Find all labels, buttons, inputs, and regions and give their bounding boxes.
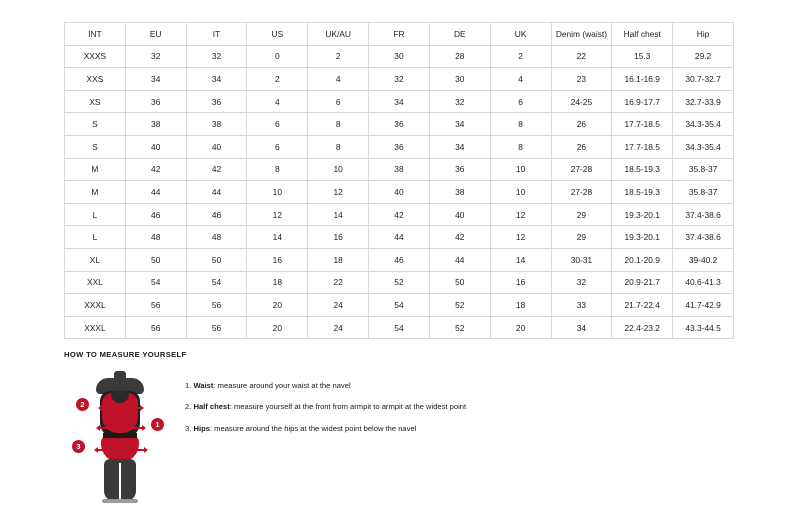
table-cell: 52 — [429, 316, 490, 339]
table-cell: 16.1-16.9 — [612, 68, 673, 91]
table-cell: 37.4-38.6 — [673, 203, 734, 226]
table-cell: 16.9-17.7 — [612, 90, 673, 113]
table-row — [65, 68, 734, 91]
table-row — [65, 248, 734, 271]
table-cell: 6 — [490, 90, 551, 113]
table-cell-size-label: L — [65, 203, 126, 226]
table-cell: 50 — [186, 248, 247, 271]
table-body — [65, 45, 734, 339]
measure-note-term: Hips — [193, 423, 210, 433]
table-cell: 18.5-19.3 — [612, 181, 673, 204]
table-cell: 48 — [186, 226, 247, 249]
table-cell: 4 — [308, 68, 369, 91]
table-cell: 10 — [247, 181, 308, 204]
table-cell: 12 — [308, 181, 369, 204]
table-row — [65, 316, 734, 339]
table-cell: 8 — [247, 158, 308, 181]
table-column-header: Hip — [673, 23, 734, 46]
table-cell: 34 — [125, 68, 186, 91]
table-cell: 35.8-37 — [673, 181, 734, 204]
table-cell: 36 — [429, 158, 490, 181]
table-cell: 34 — [186, 68, 247, 91]
mannequin-waistband — [103, 433, 137, 438]
table-cell: 36 — [125, 90, 186, 113]
table-cell: 23 — [551, 68, 612, 91]
table-cell: 29 — [551, 203, 612, 226]
table-cell: 38 — [186, 113, 247, 136]
table-cell: 18 — [247, 271, 308, 294]
measure-badge-2: 2 — [76, 398, 89, 411]
table-cell: 6 — [247, 113, 308, 136]
table-cell: 48 — [125, 226, 186, 249]
table-cell: 44 — [369, 226, 430, 249]
table-column-header: DE — [429, 23, 490, 46]
table-cell: 2 — [308, 45, 369, 68]
table-cell: 10 — [490, 158, 551, 181]
measure-badge-1: 1 — [151, 418, 164, 431]
table-row — [65, 226, 734, 249]
table-cell: 6 — [308, 90, 369, 113]
table-cell: 17.7-18.5 — [612, 135, 673, 158]
how-to-measure-body — [64, 369, 734, 504]
table-cell: 30 — [369, 45, 430, 68]
table-cell: 35.8-37 — [673, 158, 734, 181]
table-cell: 8 — [490, 135, 551, 158]
table-cell: 19.3-20.1 — [612, 226, 673, 249]
table-cell: 54 — [369, 294, 430, 317]
measure-note-number: 1. — [185, 381, 192, 390]
table-cell: 38 — [125, 113, 186, 136]
table-cell: 46 — [369, 248, 430, 271]
table-header-row — [65, 23, 734, 46]
table-cell: 22.4-23.2 — [612, 316, 673, 339]
table-cell: 34.3-35.4 — [673, 113, 734, 136]
hips-measure-arrow-icon — [98, 449, 144, 451]
table-cell: 30-31 — [551, 248, 612, 271]
table-row — [65, 45, 734, 68]
table-cell: 20 — [247, 294, 308, 317]
table-cell: 43.3-44.5 — [673, 316, 734, 339]
table-cell-size-label: XXL — [65, 271, 126, 294]
table-cell: 38 — [369, 158, 430, 181]
measure-note-text: : measure yourself at the front from armpit to armpit at the widest point — [229, 402, 467, 412]
table-cell: 36 — [186, 90, 247, 113]
table-cell: 39-40.2 — [673, 248, 734, 271]
table-cell: 24-25 — [551, 90, 612, 113]
table-cell: 10 — [308, 158, 369, 181]
table-cell: 37.4-38.6 — [673, 226, 734, 249]
how-to-measure-section — [64, 350, 734, 504]
table-row — [65, 90, 734, 113]
table-cell: 12 — [490, 203, 551, 226]
table-cell: 54 — [186, 271, 247, 294]
measure-note — [185, 381, 466, 391]
table-cell: 42 — [186, 158, 247, 181]
table-cell: 28 — [429, 45, 490, 68]
mannequin-neck — [114, 371, 126, 380]
table-cell: 38 — [429, 181, 490, 204]
table-cell: 12 — [247, 203, 308, 226]
table-cell-size-label: XXXS — [65, 45, 126, 68]
table-cell-size-label: XXS — [65, 68, 126, 91]
table-cell: 32 — [125, 45, 186, 68]
table-cell: 0 — [247, 45, 308, 68]
table-cell: 16 — [490, 271, 551, 294]
table-cell: 27-28 — [551, 158, 612, 181]
table-cell: 50 — [429, 271, 490, 294]
table-cell: 21.7-22.4 — [612, 294, 673, 317]
table-cell: 56 — [186, 294, 247, 317]
measure-note-text: : measure around the hips at the widest point below the navel — [209, 423, 417, 433]
table-cell: 29.2 — [673, 45, 734, 68]
table-cell: 32 — [551, 271, 612, 294]
table-cell: 22 — [551, 45, 612, 68]
mannequin-figure-icon — [86, 371, 154, 503]
table-cell: 41.7-42.9 — [673, 294, 734, 317]
table-cell: 54 — [125, 271, 186, 294]
measure-note-number: 2. — [185, 402, 192, 412]
table-cell: 30.7-32.7 — [673, 68, 734, 91]
table-cell: 32.7-33.9 — [673, 90, 734, 113]
table-cell: 42 — [429, 226, 490, 249]
table-cell: 15.3 — [612, 45, 673, 68]
table-cell: 22 — [308, 271, 369, 294]
table-cell: 2 — [247, 68, 308, 91]
table-cell: 42 — [125, 158, 186, 181]
table-row — [65, 271, 734, 294]
table-cell-size-label: XXXL — [65, 316, 126, 339]
table-cell: 14 — [247, 226, 308, 249]
table-cell-size-label: XXXL — [65, 294, 126, 317]
table-cell: 12 — [490, 226, 551, 249]
table-cell: 33 — [551, 294, 612, 317]
table-row — [65, 294, 734, 317]
measure-note — [185, 402, 466, 412]
table-header — [65, 23, 734, 46]
table-cell-size-label: XS — [65, 90, 126, 113]
table-cell: 40 — [429, 203, 490, 226]
table-cell: 44 — [125, 181, 186, 204]
table-cell: 24 — [308, 316, 369, 339]
table-cell: 20.9-21.7 — [612, 271, 673, 294]
table-cell: 18.5-19.3 — [612, 158, 673, 181]
table-column-header: UK — [490, 23, 551, 46]
table-cell: 20.1-20.9 — [612, 248, 673, 271]
table-cell: 36 — [369, 135, 430, 158]
table-column-header: EU — [125, 23, 186, 46]
half-chest-measure-arrow-icon — [102, 407, 140, 409]
table-cell: 50 — [125, 248, 186, 271]
table-row — [65, 181, 734, 204]
table-cell: 34 — [429, 113, 490, 136]
table-row — [65, 135, 734, 158]
table-cell: 44 — [186, 181, 247, 204]
table-cell: 6 — [247, 135, 308, 158]
table-cell: 40.6-41.3 — [673, 271, 734, 294]
table-cell: 8 — [308, 113, 369, 136]
measure-badge-3: 3 — [72, 440, 85, 453]
size-conversion-table — [64, 22, 734, 339]
table-cell: 14 — [490, 248, 551, 271]
table-cell: 8 — [308, 135, 369, 158]
size-table-container — [64, 22, 734, 339]
table-row — [65, 203, 734, 226]
table-column-header: UK/AU — [308, 23, 369, 46]
measure-notes-column — [185, 369, 466, 445]
measure-note — [185, 424, 466, 434]
table-column-header: IT — [186, 23, 247, 46]
table-cell: 32 — [186, 45, 247, 68]
table-column-header: INT — [65, 23, 126, 46]
table-cell: 14 — [308, 203, 369, 226]
mannequin-stand — [102, 499, 138, 503]
table-cell: 34.3-35.4 — [673, 135, 734, 158]
table-cell: 54 — [369, 316, 430, 339]
table-column-header: US — [247, 23, 308, 46]
table-cell-size-label: S — [65, 113, 126, 136]
table-cell: 56 — [125, 316, 186, 339]
table-row — [65, 113, 734, 136]
table-cell: 16 — [308, 226, 369, 249]
table-cell: 36 — [369, 113, 430, 136]
table-cell: 56 — [125, 294, 186, 317]
table-cell-size-label: L — [65, 226, 126, 249]
measure-note-term: Half chest — [193, 402, 230, 412]
table-cell: 32 — [369, 68, 430, 91]
measure-note-text: : measure around your waist at the navel — [213, 381, 351, 390]
waist-measure-arrow-icon — [100, 427, 142, 429]
table-cell: 56 — [186, 316, 247, 339]
table-cell: 29 — [551, 226, 612, 249]
table-cell: 42 — [369, 203, 430, 226]
measure-note-number: 3. — [185, 423, 192, 433]
table-cell: 34 — [551, 316, 612, 339]
table-cell: 18 — [490, 294, 551, 317]
table-cell: 32 — [429, 90, 490, 113]
table-cell-size-label: M — [65, 181, 126, 204]
table-column-header: Half chest — [612, 23, 673, 46]
table-cell-size-label: S — [65, 135, 126, 158]
table-cell: 46 — [186, 203, 247, 226]
table-cell: 26 — [551, 113, 612, 136]
table-cell: 4 — [247, 90, 308, 113]
table-cell: 40 — [125, 135, 186, 158]
table-cell: 10 — [490, 181, 551, 204]
how-to-measure-title: HOW TO MEASURE YOURSELF — [64, 350, 187, 359]
table-cell: 26 — [551, 135, 612, 158]
table-cell: 19.3-20.1 — [612, 203, 673, 226]
mannequin-illustration-column — [64, 369, 179, 504]
table-cell-size-label: M — [65, 158, 126, 181]
table-row — [65, 158, 734, 181]
table-cell: 18 — [308, 248, 369, 271]
table-cell: 52 — [369, 271, 430, 294]
table-cell: 30 — [429, 68, 490, 91]
table-cell: 52 — [429, 294, 490, 317]
mannequin-leg-split — [119, 463, 121, 501]
table-cell: 44 — [429, 248, 490, 271]
table-cell: 40 — [186, 135, 247, 158]
table-cell: 16 — [247, 248, 308, 271]
table-cell: 8 — [490, 113, 551, 136]
table-cell: 2 — [490, 45, 551, 68]
table-cell: 20 — [247, 316, 308, 339]
table-cell-size-label: XL — [65, 248, 126, 271]
table-cell: 34 — [369, 90, 430, 113]
table-cell: 27-28 — [551, 181, 612, 204]
table-cell: 4 — [490, 68, 551, 91]
table-column-header: Denim (waist) — [551, 23, 612, 46]
table-cell: 34 — [429, 135, 490, 158]
table-cell: 46 — [125, 203, 186, 226]
table-cell: 40 — [369, 181, 430, 204]
table-cell: 20 — [490, 316, 551, 339]
table-cell: 17.7-18.5 — [612, 113, 673, 136]
table-column-header: FR — [369, 23, 430, 46]
table-cell: 24 — [308, 294, 369, 317]
measure-note-term: Waist — [193, 381, 214, 390]
